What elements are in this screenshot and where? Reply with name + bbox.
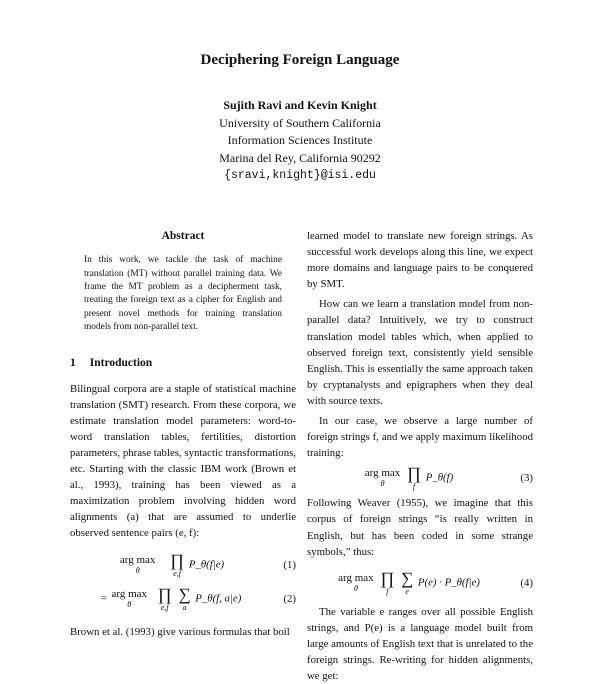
affiliation-university: University of Southern California <box>219 115 381 130</box>
eq2-number: (2) <box>283 592 296 605</box>
eq3-operator-sub: θ <box>380 479 385 489</box>
right-column <box>307 228 533 684</box>
eq4-product-sub: f <box>386 586 389 596</box>
eq4-term: P(e) · P_θ(f|e) <box>417 576 480 589</box>
eq4-number: (4) <box>520 576 533 589</box>
eq4-sum-sub: e <box>405 586 409 596</box>
section-title: Introduction <box>89 356 153 369</box>
author-names: Sujith Ravi and Kevin Knight <box>223 98 377 112</box>
eq1-operator-sub: θ <box>135 565 140 575</box>
paper-title: Deciphering Foreign Language <box>200 52 400 68</box>
eq2-product-sub: e,f <box>160 602 169 612</box>
eq1-product-sub: e,f <box>173 568 182 578</box>
eq2-operator-sub: θ <box>127 599 132 609</box>
eq3-operator: arg max <box>364 467 401 480</box>
author-email: {sravi,knight}@isi.edu <box>224 169 376 182</box>
section-number: 1 <box>70 356 76 369</box>
intro-paragraph-1: Bilingual corpora are a staple of statistical machine translation (SMT) research. From these corpora, we estimate translation model parameters: word-to-word translation tables, fertilities, distortion parameters, phrase tables, syntactic transformations, etc. Starting with the classic IBM work (Brown et al., 1993), training has been viewed as a maximization problem involving hidden word alignments (a) that are assumed to underlie observed sentence pairs (e, f): <box>70 382 296 540</box>
eq1-number: (1) <box>283 558 296 571</box>
equation-4: arg max θ ∏ f ∑ e P(e) · P_θ(f|e) (4) <box>338 568 533 596</box>
right-paragraph-4: Following Weaver (1955), we imagine that this corpus of foreign strings “is really written in English, but has been coded in some strange symbols,” thus: <box>307 497 533 558</box>
eq3-term: P_θ(f) <box>425 471 454 484</box>
abstract-text: In this work, we tackle the task of machine translation (MT) without parallel training data. We frame the MT problem as a decipherment task, treating the foreign text as a cipher for English and present novel methods for training translation models from non-parallel text. <box>84 255 282 333</box>
section-heading-introduction <box>70 355 296 371</box>
eq1-operator: arg max <box>119 553 156 566</box>
author-block <box>0 97 600 185</box>
eq3-product-sub: f <box>412 482 416 492</box>
author-address: Marina del Rey, California 90292 <box>219 150 381 165</box>
right-paragraph-3: In our case, we observe a large number of foreign strings f, and we apply maximum likelihood training: <box>307 415 533 460</box>
equation-2: = arg max θ ∏ e,f ∑ a P_θ(f, a|e) (2) <box>100 584 296 612</box>
right-paragraph-1: learned model to translate new foreign strings. As successful work develops along this line, we expect more domains and language pairs to be conquered by SMT. <box>307 230 533 291</box>
right-paragraph-5: The variable e ranges over all possible English strings, and P(e) is a language model built from large amounts of English text that is unrelated to the foreign strings. Re-writing for hidden alignments, we get: <box>307 605 533 683</box>
eq4-operator-sub: θ <box>353 583 358 593</box>
intro-paragraph-2: Brown et al. (1993) give various formulas that boil <box>70 625 290 638</box>
eq2-lhs: = <box>100 592 107 605</box>
right-paragraph-2: How can we learn a translation model from non-parallel data? Intuitively, we try to construct translation model tables which, when applied to observed foreign text, consistently yield sensible English. This is essentially the same approach taken by cryptanalysts and epigraphers when they deal with source texts. <box>307 298 533 407</box>
eq1-term: P_θ(f|e) <box>188 558 225 571</box>
eq3-number: (3) <box>520 472 533 485</box>
eq2-term: P_θ(f, a|e) <box>195 592 242 605</box>
equation-3: arg max θ ∏ f P_θ(f) (3) <box>364 464 533 492</box>
eq2-sum-sub: a <box>182 602 187 612</box>
left-column <box>70 228 296 640</box>
equation-1: arg max θ ∏ e,f P_θ(f|e) (1) <box>119 550 296 578</box>
eq2-operator: arg max <box>111 587 148 600</box>
affiliation-institute: Information Sciences Institute <box>227 133 373 147</box>
eq4-operator: arg max <box>338 571 374 584</box>
abstract-heading: Abstract <box>161 230 205 242</box>
